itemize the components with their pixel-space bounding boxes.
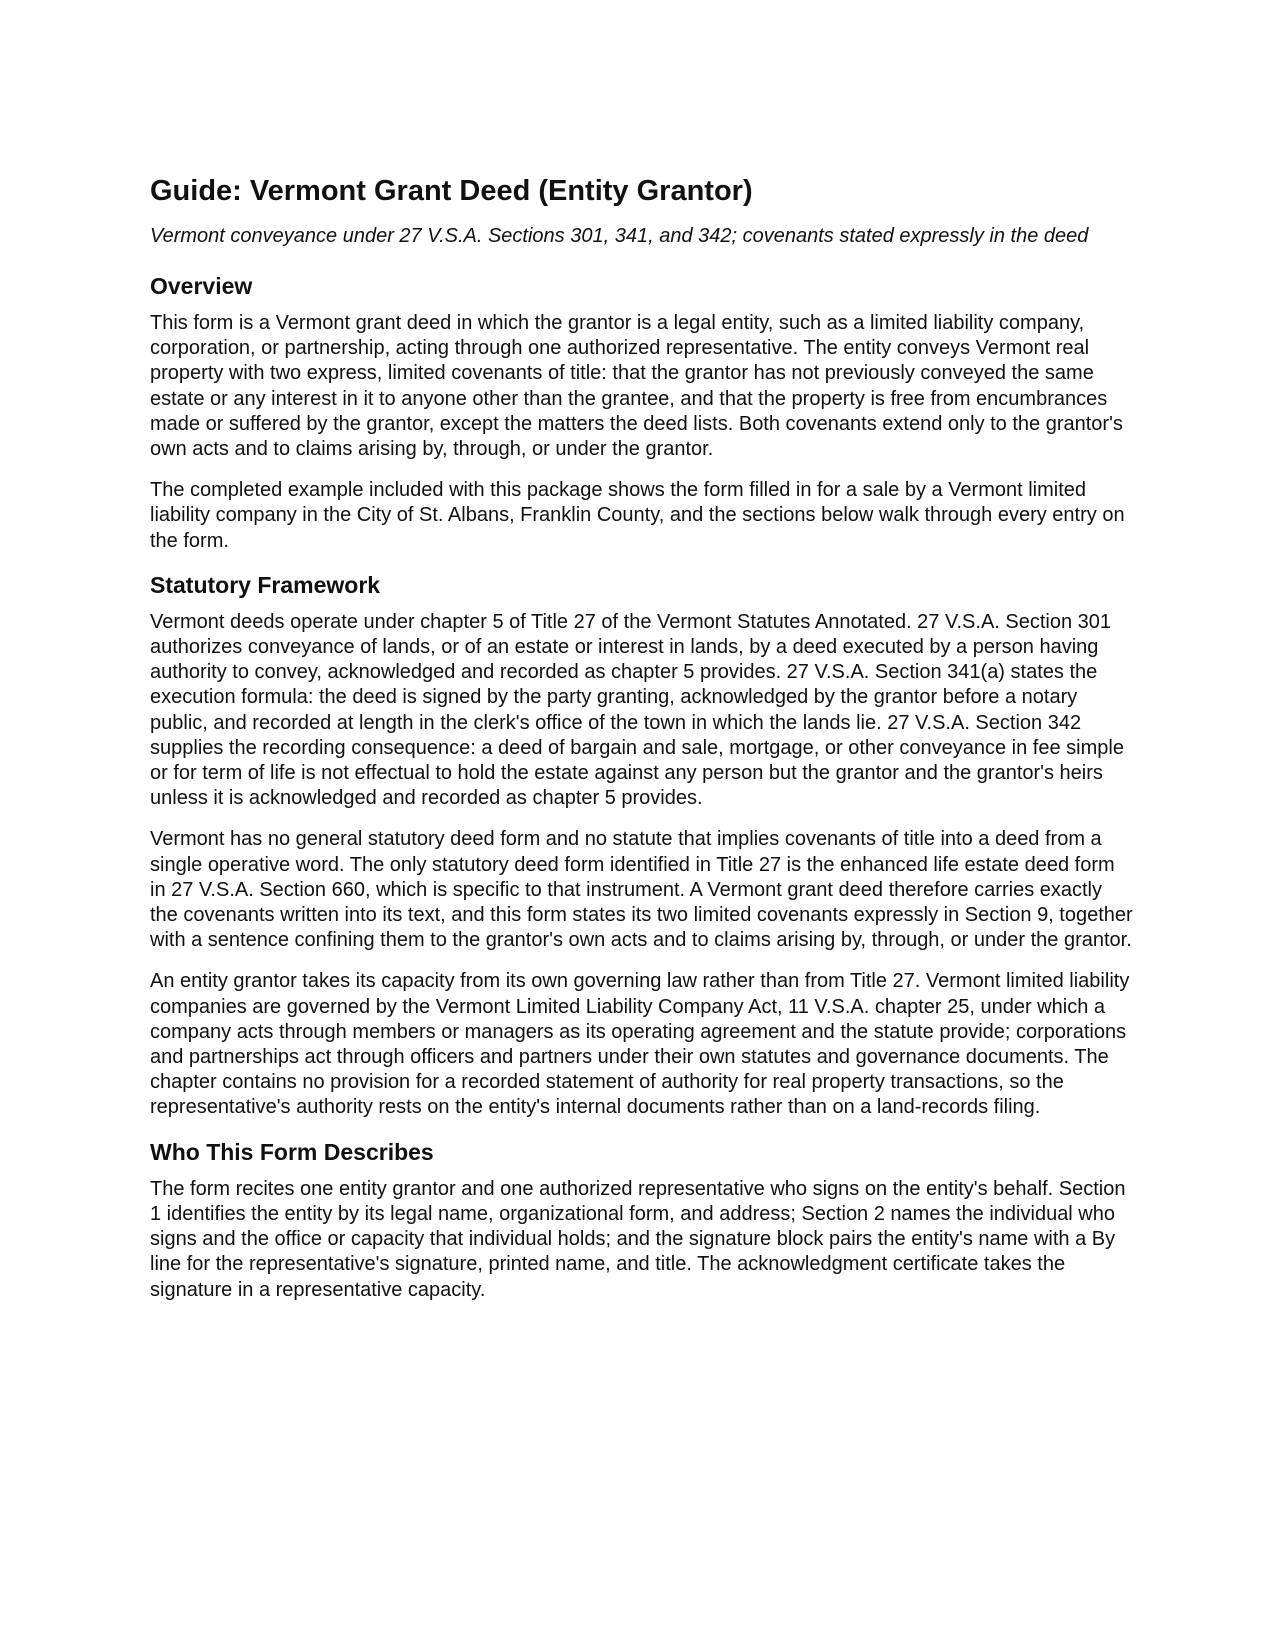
paragraph: Vermont deeds operate under chapter 5 of Title 27 of the Vermont Statutes Annotated. 27 V.S.A. Section 301 authorizes conveyance of lands, or of an estate or interest in lands, by a deed executed by a person having authority to convey, acknowledged and recorded as chapter 5 provides. 27 V.S.A. Section 341(a) states the execution formula: the deed is signed by the party granting, acknowledged by the grantor before a notary public, and recorded at length in the clerk's office of the town in which the lands lie. 27 V.S.A. Section 342 supplies the recording consequence: a deed of bargain and sale, mortgage, or other conveyance in fee simple or for term of life is not effectual to hold the estate against any person but the grantor and the grantor's heirs unless it is acknowledged and recorded as chapter 5 provides. bbox=[150, 610, 1124, 810]
document-subtitle: Vermont conveyance under 27 V.S.A. Sections 301, 341, and 342; covenants stated expressly in the deed bbox=[150, 225, 1089, 247]
section-heading: Who This Form Describes bbox=[150, 1138, 434, 1165]
section-who-this-form-describes bbox=[150, 1137, 1135, 1303]
section-heading: Overview bbox=[150, 273, 253, 299]
document-page bbox=[150, 172, 1135, 1319]
paragraph: An entity grantor takes its capacity from its own governing law rather than from Title 27. Vermont limited liability companies are governed by the Vermont Limited Liability Company Act, 11 V.S.A. chapter 25, under which a company acts through members or managers as its operating agreement and the statute provide; corporations and partnerships act through officers and partners under their own statutes and governance documents. The chapter contains no provision for a recorded statement of authority for real property transactions, so the representative's authority rests on the entity's internal documents rather than on a land-records filing. bbox=[150, 970, 1130, 1119]
paragraph: This form is a Vermont grant deed in which the grantor is a legal entity, such as a limited liability company, corporation, or partnership, acting through one authorized representative. The entity conveys Vermont real property with two express, limited covenants of title: that the grantor has not previously conveyed the same estate or any interest in it to anyone other than the grantee, and that the property is free from encumbrances made or suffered by the grantor, except the matters the deed lists. Both covenants extend only to the grantor's own acts and to claims arising by, through, or under the grantor. bbox=[150, 312, 1123, 461]
section-heading: Statutory Framework bbox=[150, 571, 381, 598]
paragraph: The completed example included with this package shows the form filled in for a sale by a Vermont limited liability company in the City of St. Albans, Franklin County, and the sections below walk through every entry on the form. bbox=[150, 479, 1125, 552]
section-statutory-framework bbox=[150, 570, 1135, 1121]
paragraph: The form recites one entity grantor and one authorized representative who signs on the entity's behalf. Section 1 identifies the entity by its legal name, organizational form, and address; Section 2 names the individual who signs and the office or capacity that individual holds; and the signature block pairs the entity's name with a By line for the representative's signature, printed name, and title. The acknowledgment certificate takes the signature in a representative capacity. bbox=[150, 1177, 1126, 1301]
section-overview bbox=[150, 271, 1135, 554]
document-title: Guide: Vermont Grant Deed (Entity Grantor) bbox=[150, 175, 753, 207]
paragraph: Vermont has no general statutory deed form and no statute that implies covenants of title into a deed from a single operative word. The only statutory deed form identified in Title 27 is the enhanced life estate deed form in 27 V.S.A. Section 660, which is specific to that instrument. A Vermont grant deed therefore carries exactly the covenants written into its text, and this form states its two limited covenants expressly in Section 9, together with a sentence confining them to the grantor's own acts and to claims arising by, through, or under the grantor. bbox=[150, 828, 1133, 952]
